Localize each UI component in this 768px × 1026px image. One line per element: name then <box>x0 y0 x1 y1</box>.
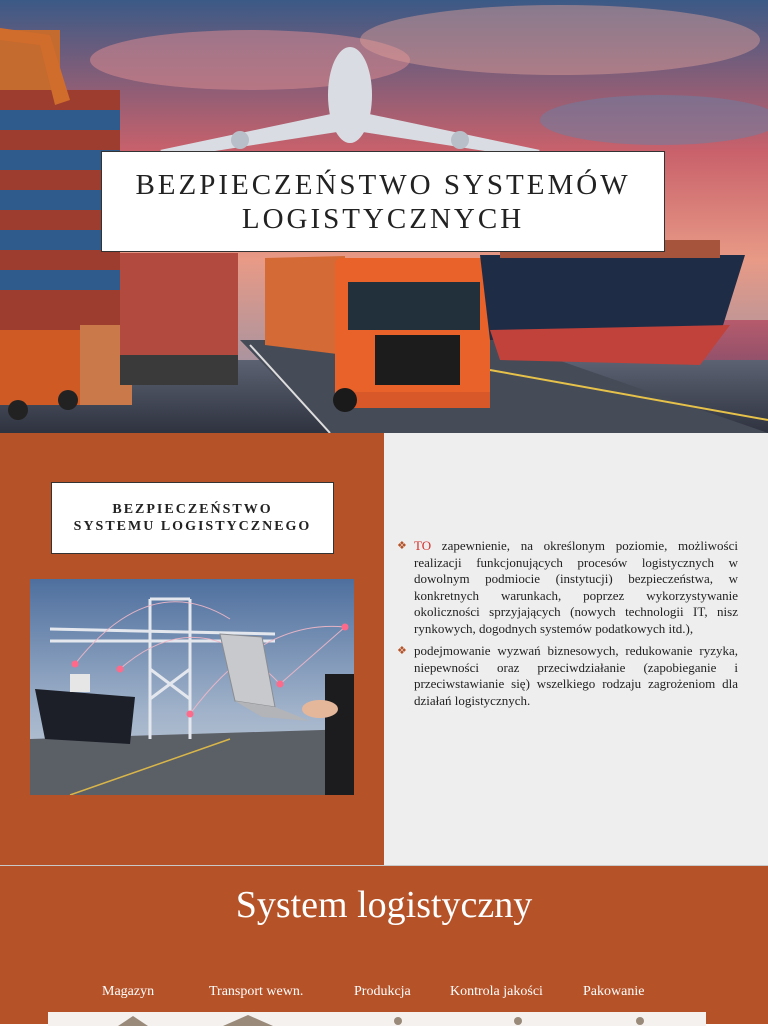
system-section <box>0 865 768 1024</box>
definition-bullet-1 <box>397 538 738 637</box>
system-title: System logistyczny <box>235 884 533 926</box>
diamond-bullet-icon: ❖ <box>397 645 407 657</box>
step-warehouse: Magazyn <box>102 984 155 999</box>
diamond-bullet-icon: ❖ <box>397 540 407 552</box>
section-title-line-1: BEZPIECZEŃSTWO <box>112 502 273 517</box>
step-internal-transport: Transport wewn. <box>209 984 304 999</box>
step-quality-control: Kontrola jakości <box>450 984 543 999</box>
section-right-panel <box>384 433 768 865</box>
page-title-line-1: BEZPIECZEŃSTWO SYSTEMÓW <box>135 168 631 201</box>
main-title-box <box>101 151 665 252</box>
definition-bullet-2 <box>397 643 738 709</box>
step-production: Produkcja <box>354 984 411 999</box>
bullet-lead-word: TO <box>414 538 432 553</box>
section-title-line-2: SYSTEMU LOGISTYCZNEGO <box>73 519 312 534</box>
hero-banner <box>0 0 768 433</box>
definition-list <box>397 538 738 715</box>
section-title-box <box>51 482 334 554</box>
step-packaging: Pakowanie <box>583 984 645 999</box>
bullet-text-2: podejmowanie wyzwań biznesowych, redukowanie ryzyka, niepewności oraz przeciwdziałanie (zapobieganie i przeciwstawianie się) wszelkiego rodzaju zagrożeniom dla działań logistycznych. <box>414 643 738 708</box>
page-title-line-2: LOGISTYCZNYCH <box>241 202 525 235</box>
section-left-panel <box>0 433 384 865</box>
bullet-text-1: zapewnienie, na określonym poziomie, możliwości realizacji funkcjonujących procesów logistycznych w dowolnym podmiocie (instytucji) bezpieczeństwa, w konkretnych warunkach, poprzez wykorzystywanie okoliczności sprzyjających (nowych technologii IT, nisz rynkowych, dogodnych systemów podatkowych itd.), <box>414 538 738 636</box>
process-steps <box>0 984 768 1004</box>
port-network-photo <box>30 579 354 795</box>
